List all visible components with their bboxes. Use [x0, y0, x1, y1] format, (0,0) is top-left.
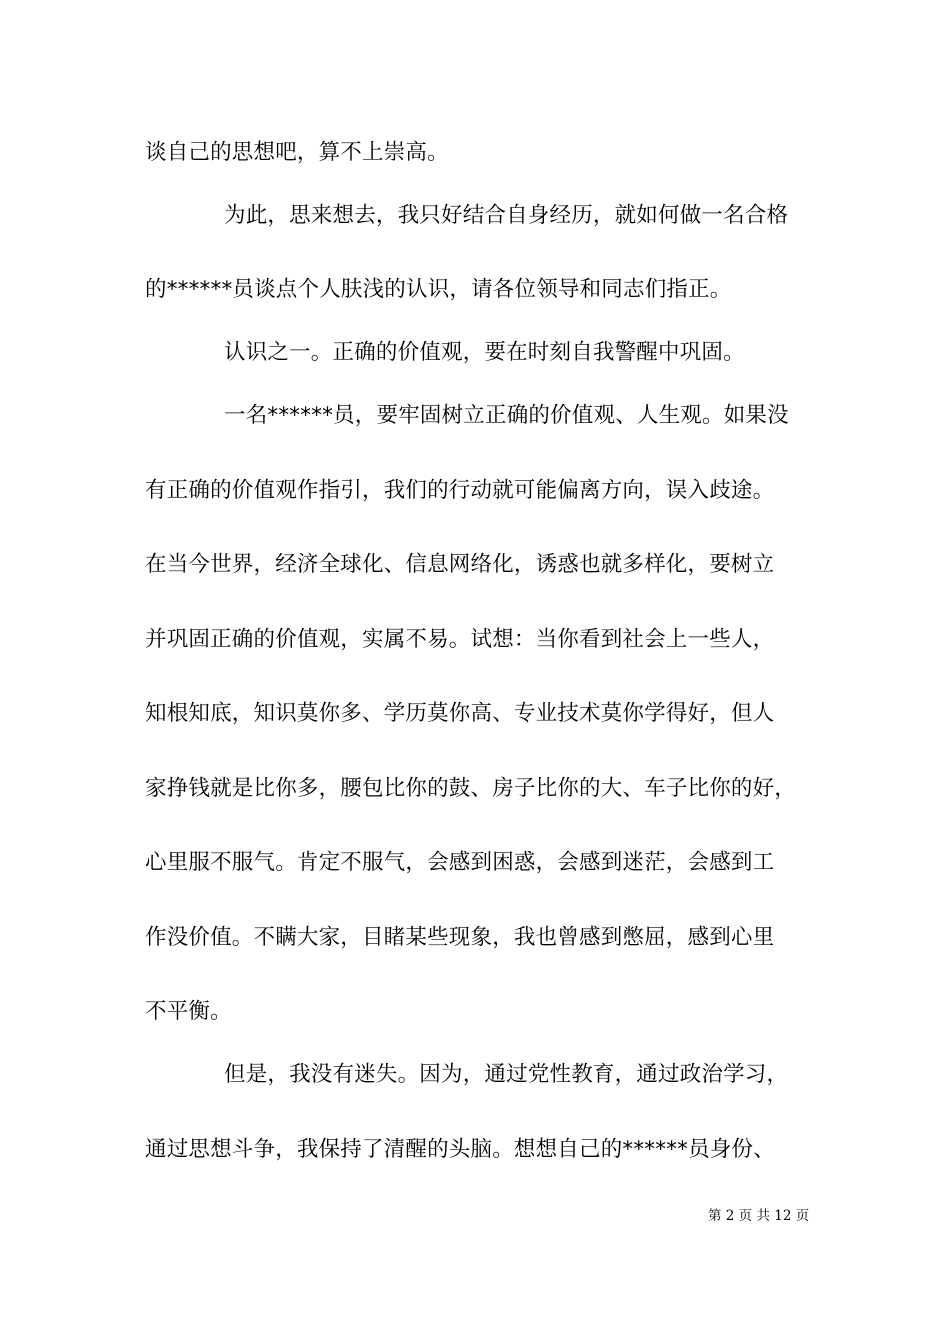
text-line: 心里服不服气。肯定不服气，会感到困惑，会感到迷茫，会感到工 — [145, 850, 775, 875]
text-line: 家挣钱就是比你多，腰包比你的鼓、房子比你的大、车子比你的好， — [145, 776, 797, 801]
text-line: 并巩固正确的价值观，实属不易。试想：当你看到社会上一些人， — [145, 627, 775, 652]
text-line: 在当今世界，经济全球化、信息网络化，诱惑也就多样化，要树立 — [145, 552, 775, 577]
text-line: 谈自己的思想吧，算不上崇高。 — [145, 140, 449, 165]
text-line: 知根知底，知识莫你多、学历莫你高、专业技术莫你学得好，但人 — [145, 701, 775, 726]
text-line: 作没价值。不瞒大家，目睹某些现象，我也曾感到憋屈，感到心里 — [145, 925, 775, 950]
text-line: 一名******员，要牢固树立正确的价值观、人生观。如果没 — [224, 403, 789, 428]
page-number: 第 2 页 共 12 页 — [708, 1208, 810, 1224]
text-line: 不平衡。 — [145, 999, 232, 1024]
text-line: 有正确的价值观作指引，我们的行动就可能偏离方向，误入歧途。 — [145, 478, 775, 503]
text-line: 为此，思来想去，我只好结合自身经历，就如何做一名合格 — [224, 203, 789, 228]
text-line: 但是，我没有迷失。因为，通过党性教育，通过政治学习， — [224, 1062, 789, 1087]
text-line: 的******员谈点个人肤浅的认识，请各位领导和同志们指正。 — [145, 277, 732, 302]
text-line: 认识之一。正确的价值观，要在时刻自我警醒中巩固。 — [224, 340, 745, 365]
text-line: 通过思想斗争，我保持了清醒的头脑。想想自己的******员身份、 — [145, 1137, 775, 1162]
